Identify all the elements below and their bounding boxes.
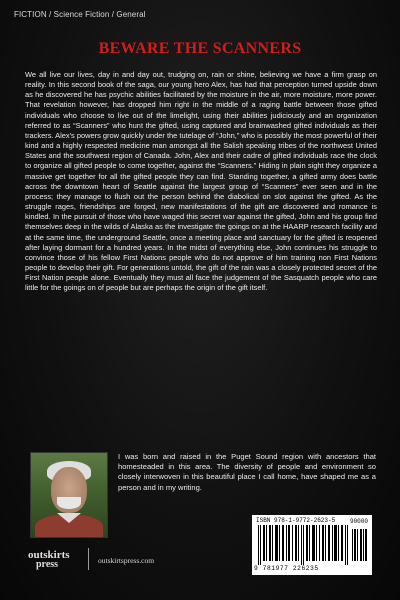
book-blurb: We all live our lives, day in and day out, trudging on, rain or shine, believing we have a firm grasp on reality. In this second book of the saga, our young hero Alex, has had that perception turned upside down as he discovered he has psychic abilities facilitated by the moisture in the air, more moisture, more power. That revelation however, has dropped him right in the middle of a raging battle between those gifted individuals who choose to live out of the limelight, using their abilities judiciously and an organization referred to as “Scanners” who hunt the gifted, using captured and brainwashed gifted individuals as their trackers. Alex's powers grow quickly under the tutelage of “John,” who is possibly the most powerful of their kind and a highly respected medicine man amongst all the Salish speaking tribes of the northwest United States and the southwest region of Canada. John, Alex and their cadre of gifted individuals race the clock to organize all gifted people to come together, against the “Scanners.” Hiding in plain sight they organize a massive get together for all the gifted people they can find. Standing together, a gifted army does battle across the downtown heart of Seattle against the largest group of “Scanners” ever seen and in the process; they manage to flush out the person behind the diabolical on slot against the gifted. As the struggle rages, friendships are forged, new manifestations of the gift are discovered and romance is kindled. In the pursuit of those who have waged this secret war against the gifted, John and his group find themselves deep in the wilds of Alaska as the investigate the goings on at the HAARP research facility and at the same time, the underground Seattle, once a meeting place and sanctuary for the gifted is reopened after laying dormant for a hundred years. In the midst of everything else, John continues his struggle to convince those of his fellow First Nations people who do not approve of him training non First Nations people to develop their gift. For generations untold, the gift of the rain was a closely protected secret of the First Nation people alone. Eventually they must all face the judgement of the Sasquatch people who care little for the goings on of people but are perhaps the origin of the gift itself. bbox=[25, 70, 377, 293]
publisher-logo-bottom: press bbox=[36, 559, 59, 570]
book-title: BEWARE THE SCANNERS bbox=[98, 40, 302, 57]
publisher-logo bbox=[28, 550, 70, 570]
isbn-barcode bbox=[252, 515, 372, 575]
publisher-logo-top: outskirts bbox=[28, 549, 70, 561]
genre-label: FICTION / Science Fiction / General bbox=[14, 10, 146, 19]
author-photo bbox=[30, 452, 108, 538]
price-code: 90000 bbox=[349, 518, 368, 525]
isbn-label: ISBN 978-1-9772-2623-5 bbox=[256, 517, 336, 524]
barcode-icon bbox=[256, 525, 368, 565]
author-bio: I was born and raised in the Puget Sound region with ancestors that homesteaded in this area. The diversity of people and environment so closely interwoven in this beautiful place I call home, have shaped me as a person and in my writing. bbox=[118, 452, 376, 492]
publisher-url: outskirtspress.com bbox=[98, 556, 155, 565]
divider bbox=[88, 548, 89, 570]
barcode-digits: 9 781977 226235 bbox=[254, 565, 319, 572]
